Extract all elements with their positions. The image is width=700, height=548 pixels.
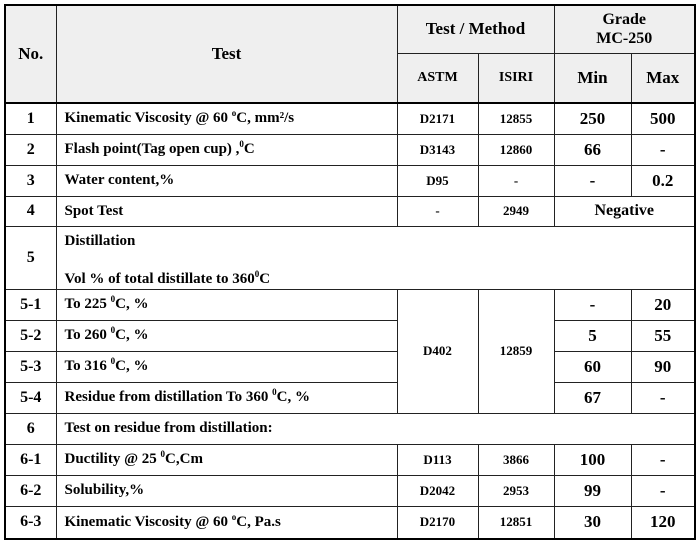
header-isiri: ISIRI (478, 53, 554, 103)
row-no: 5-4 (5, 382, 56, 413)
row-test-text: To 225 (64, 296, 111, 312)
row-test-unit: C (243, 141, 255, 157)
row-max: - (631, 444, 695, 475)
row-min: 250 (554, 103, 631, 134)
row-no: 5 (5, 226, 56, 289)
row-astm: D2171 (397, 103, 478, 134)
row-max: 55 (631, 320, 695, 351)
row-min: - (554, 289, 631, 320)
distillation-isiri: 12859 (478, 289, 554, 413)
row-min: 100 (554, 444, 631, 475)
row-max: - (631, 475, 695, 506)
row-test-unit: C, % (115, 296, 149, 312)
row-max: 90 (631, 351, 695, 382)
row-test-unit: C, % (115, 327, 149, 343)
row-max: 500 (631, 103, 695, 134)
table-row (5, 165, 695, 196)
row-no: 6 (5, 413, 56, 444)
table-row (5, 289, 695, 320)
table-row (5, 351, 695, 382)
row-test-unit: C, mm²/s (236, 110, 295, 127)
row-test-unit: C,Cm (165, 451, 203, 467)
row-astm: D2170 (397, 506, 478, 539)
degree-sup: 0 (239, 139, 244, 149)
row-test (56, 506, 397, 539)
row-min: 5 (554, 320, 631, 351)
header-test: Test (56, 5, 397, 103)
row-min: 99 (554, 475, 631, 506)
row-isiri: 12851 (478, 506, 554, 539)
row-test (56, 320, 397, 351)
row-test (56, 444, 397, 475)
row-min: 66 (554, 134, 631, 165)
row-no: 1 (5, 103, 56, 134)
header-grade-label: Grade (602, 11, 647, 29)
row-astm: D113 (397, 444, 478, 475)
table-row (5, 413, 695, 444)
row-min: 60 (554, 351, 631, 382)
row-test: Solubility,% (56, 475, 397, 506)
row-no: 5-1 (5, 289, 56, 320)
row-test-text: To 260 (64, 327, 111, 343)
row-isiri: 12860 (478, 134, 554, 165)
row-test-text: Kinematic Viscosity @ 60 (64, 110, 232, 127)
header-min: Min (554, 53, 631, 103)
table-row (5, 226, 695, 289)
row-test: Spot Test (56, 196, 397, 226)
header-grade (554, 5, 695, 53)
row-max: 120 (631, 506, 695, 539)
header-max: Max (631, 53, 695, 103)
row-test-unit: C, % (276, 389, 311, 405)
row-astm: D2042 (397, 475, 478, 506)
table-row (5, 382, 695, 413)
degree-sup: 0 (110, 294, 116, 304)
distillation-subtitle (65, 269, 691, 289)
row-test (56, 351, 397, 382)
row-min: - (554, 165, 631, 196)
row-test: Test on residue from distillation: (56, 413, 695, 444)
row-no: 6-3 (5, 506, 56, 539)
row-test-unit: C, % (115, 358, 149, 374)
row-max: 20 (631, 289, 695, 320)
row-astm: D3143 (397, 134, 478, 165)
table-row (5, 103, 695, 134)
table-row (5, 475, 695, 506)
row-test: Water content,% (56, 165, 397, 196)
row-astm: - (397, 196, 478, 226)
degree-sup: 0 (110, 325, 116, 335)
row-astm: D95 (397, 165, 478, 196)
row-test-text: Vol % of total distillate to 360 (64, 270, 255, 287)
degree-sup: o (231, 511, 237, 522)
degree-sup: 0 (110, 356, 116, 366)
row-test (56, 103, 397, 134)
row-test-text: Flash point(Tag open cup) , (64, 141, 240, 157)
table-row (5, 506, 695, 539)
row-min: 67 (554, 382, 631, 413)
row-test-unit: C, Pa.s (236, 513, 281, 530)
row-test-unit: C (259, 270, 271, 287)
row-test (56, 382, 397, 413)
row-no: 6-2 (5, 475, 56, 506)
header-astm: ASTM (397, 53, 478, 103)
header-test-method: Test / Method (397, 5, 554, 53)
row-isiri: 2949 (478, 196, 554, 226)
row-no: 5-2 (5, 320, 56, 351)
degree-sup: 0 (272, 387, 277, 397)
row-no: 5-3 (5, 351, 56, 382)
row-no: 4 (5, 196, 56, 226)
spec-table-wrapper (4, 4, 694, 540)
row-max: - (631, 382, 695, 413)
distillation-block (65, 231, 691, 289)
row-test-text: Residue from distillation To 360 (64, 389, 273, 405)
row-test (56, 289, 397, 320)
row-max: 0.2 (631, 165, 695, 196)
row-test (56, 226, 695, 289)
degree-sup: o (231, 108, 237, 119)
degree-sup: 0 (160, 449, 166, 459)
row-no: 2 (5, 134, 56, 165)
table-row (5, 320, 695, 351)
table-row (5, 444, 695, 475)
row-isiri: 2953 (478, 475, 554, 506)
row-max: - (631, 134, 695, 165)
row-isiri: - (478, 165, 554, 196)
row-test (56, 134, 397, 165)
row-result: Negative (554, 196, 695, 226)
degree-sup: 0 (254, 268, 260, 279)
row-no: 6-1 (5, 444, 56, 475)
distillation-title: Distillation (64, 232, 136, 249)
spec-table (4, 4, 696, 540)
row-min: 30 (554, 506, 631, 539)
table-row (5, 134, 695, 165)
row-isiri: 3866 (478, 444, 554, 475)
row-no: 3 (5, 165, 56, 196)
distillation-astm: D402 (397, 289, 478, 413)
row-test-text: Ductility @ 25 (64, 451, 161, 467)
header-grade-name: MC-250 (596, 30, 653, 48)
header-no: No. (5, 5, 56, 103)
row-test-text: Kinematic Viscosity @ 60 (64, 513, 232, 530)
row-isiri: 12855 (478, 103, 554, 134)
table-row (5, 196, 695, 226)
row-test-text: To 316 (64, 358, 111, 374)
